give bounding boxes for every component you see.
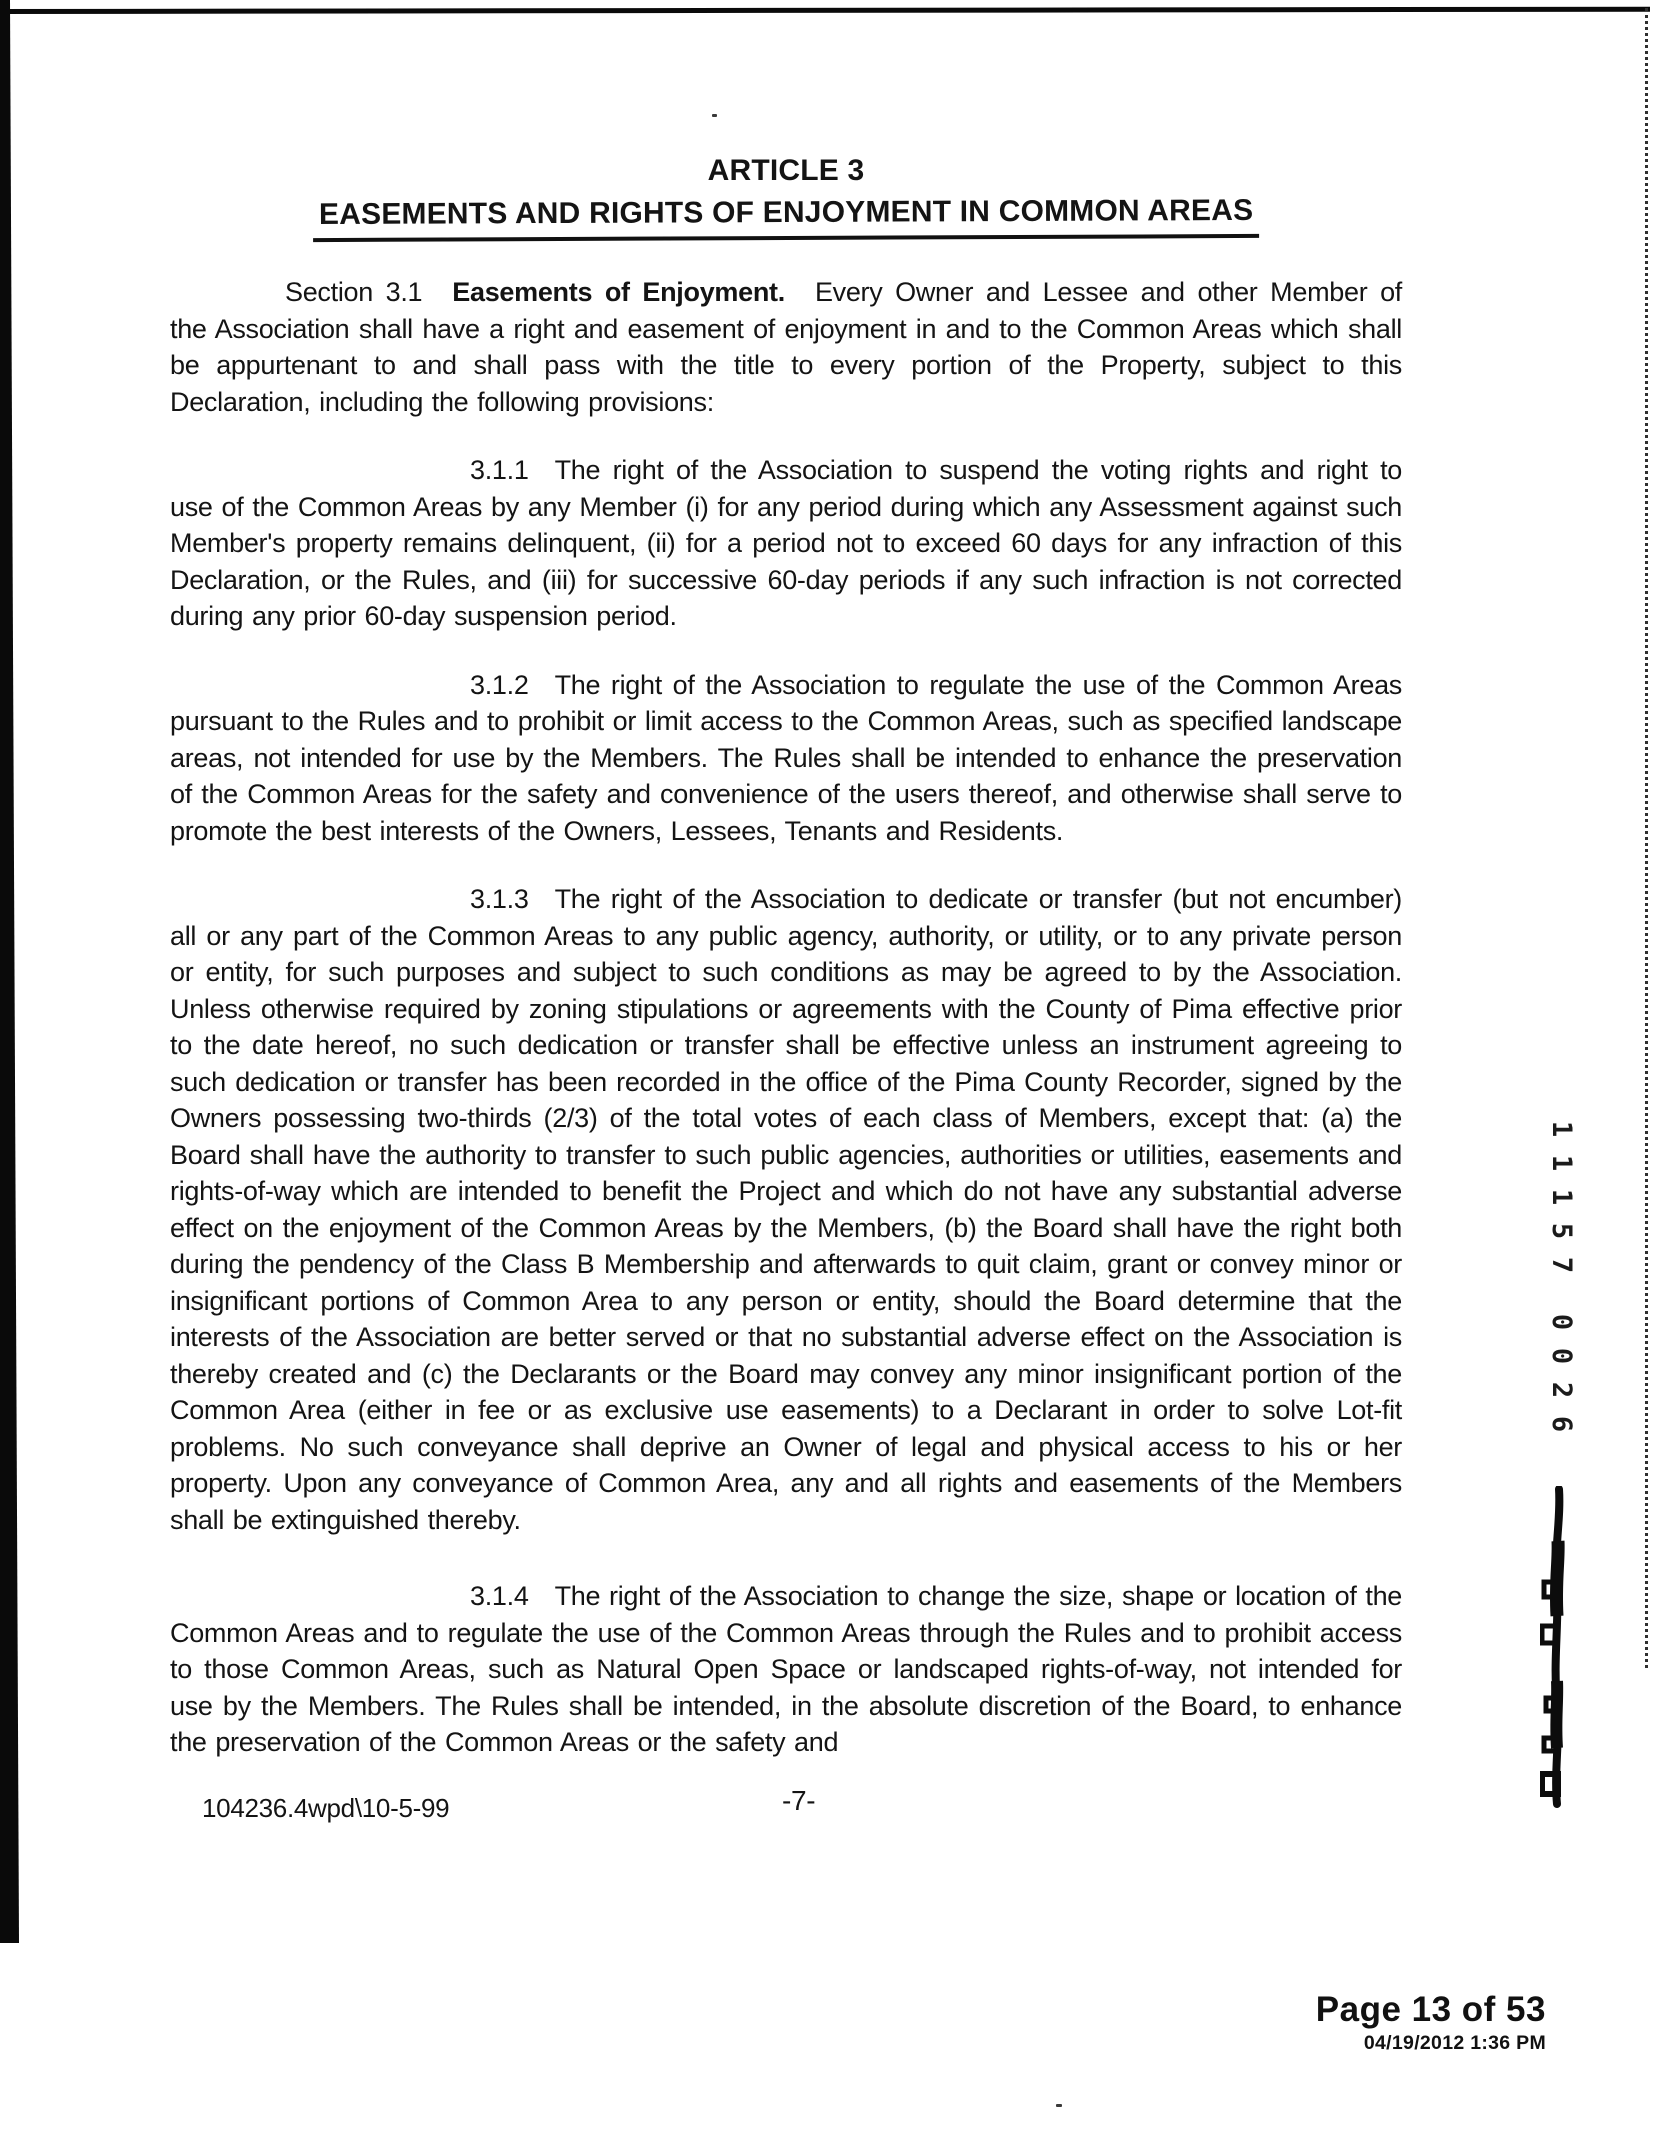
margin-stamp-digit: 1 [1546, 1188, 1577, 1206]
scan-speck [1056, 2104, 1062, 2107]
page-number: -7- [782, 1784, 816, 1816]
scan-right-dotted-line [1645, 8, 1648, 1668]
scan-speck [712, 114, 717, 117]
margin-stamp-digit: 1 [1546, 1120, 1577, 1138]
scan-top-edge-line [0, 7, 1650, 14]
document-reference: 104236.4wpd\10-5-99 [202, 1792, 450, 1823]
article-title: EASEMENTS AND RIGHTS OF ENJOYMENT IN COMMON AREAS [313, 190, 1259, 242]
subsection-number: 3.1.2 [470, 669, 529, 700]
print-pagination-stamp [1316, 1990, 1546, 2055]
subsection-text: The right of the Association to regulate the use of the Common Areas pursuant to the Rules and to prohibit or limit access to the Common Areas, such as specified landscape areas, not intended for use by the Members. The Rules shall be intended to enhance the preservation of the Common Areas for the safety and convenience of the users thereof, and otherwise shall serve to promote the best interests of the Owners, Lessees, Tenants and Residents. [170, 669, 1402, 846]
margin-stamp-digit: 0 [1546, 1347, 1577, 1365]
margin-smudge-mark [1540, 1486, 1580, 1808]
section-3-1-paragraph [170, 274, 1402, 420]
subsection-3-1-4 [170, 1578, 1402, 1761]
print-timestamp: 04/19/2012 1:36 PM [1363, 2032, 1546, 2054]
margin-stamp-digit: 5 [1546, 1222, 1577, 1240]
subsection-3-1-3 [170, 881, 1402, 1538]
section-title: Easements of Enjoyment. [452, 277, 785, 307]
margin-stamp-digit: 0 [1546, 1313, 1577, 1331]
subsection-3-1-2 [170, 667, 1402, 850]
scan-left-edge-bar [0, 0, 19, 1943]
subsection-number: 3.1.3 [470, 884, 529, 914]
subsection-text: The right of the Association to suspend the voting rights and right to use of the Common Areas by any Member (i) for any period during which any Assessment against such Member's property remains delinquent, (ii) for a period not to exceed 60 days for any infraction of this Declaration, or the Rules, and (iii) for successive 60-day periods if any such infraction is not corrected during any prior 60-day suspension period. [170, 455, 1402, 631]
margin-stamp-digit: 6 [1546, 1415, 1577, 1433]
subsection-text: The right of the Association to change the size, shape or location of the Common Areas and to regulate the use of the Common Areas through the Rules and to prohibit access to those Common Areas, such as Natural Open Space or landscaped rights-of-way, not intended for use by the Members. The Rules shall be intended, in the absolute discretion of the Board, to enhance the preservation of the Common Areas or the safety and [170, 1581, 1402, 1757]
page-footer [170, 1784, 1402, 1837]
margin-stamp-digit: 7 [1546, 1256, 1577, 1274]
margin-stamp-upper-digits [1546, 1112, 1577, 1282]
margin-stamp-digit: 2 [1546, 1381, 1577, 1399]
subsection-number: 3.1.1 [470, 455, 529, 485]
section-label: Section 3.1 [285, 277, 423, 307]
subsection-text: The right of the Association to dedicate or transfer (but not encumber) all or any part of the Common Areas to any public agency, authority, or utility, or to any private person or entity, for such purposes and subject to such conditions as may be agreed to by the Association. Unless otherwise required by zoning stipulations or agreements with the County of Pima effective prior to the date hereof, no such dedication or transfer shall be effective unless an instrument agreeing to such dedication or transfer has been recorded in the office of the Pima County Recorder, signed by the Owners possessing two-thirds (2/3) of the total votes of each class of Members, except that: (a) the Board shall have the authority to transfer to such public agencies, authorities or utilities, easements and rights-of-way which are intended to benefit the Project and which do not have any substantial adverse effect on the enjoyment of the Common Areas by the Members, (b) the Board shall have the right both during the pendency of the Class B Membership and afterwards to quit claim, grant or convey minor or insignificant portions of Common Area to any person or entity, should the Board determine that the interests of the Association are better served or that no substantial adverse effect on the Association is thereby created and (c) the Declarants or the Board may convey any minor insignificant portion of the Common Area (either in fee or as exclusive use easements) to a Declarant in order to solve Lot-fit problems. No such conveyance shall deprive an Owner of legal and physical access to his or her property. Upon any conveyance of Common Area, any and all rights and easements of the Members shall be extinguished thereby. [170, 884, 1402, 1535]
subsection-number: 3.1.4 [470, 1581, 529, 1611]
margin-stamp-lower-digits [1546, 1305, 1577, 1441]
margin-stamp-digit: 1 [1546, 1154, 1577, 1172]
section-text: Every Owner and Lessee and other Member of the Association shall have a right and easement of enjoyment in and to the Common Areas which shall be appurtenant to and shall pass with the title to every portion of the Property, subject to this Declaration, including the following provisions: [170, 277, 1402, 417]
subsection-3-1-1 [170, 452, 1402, 635]
print-page-info: Page 13 of 53 [1315, 1990, 1546, 2029]
article-heading-block [170, 150, 1402, 240]
article-number-heading: ARTICLE 3 [707, 154, 865, 187]
document-body [170, 150, 1402, 1837]
